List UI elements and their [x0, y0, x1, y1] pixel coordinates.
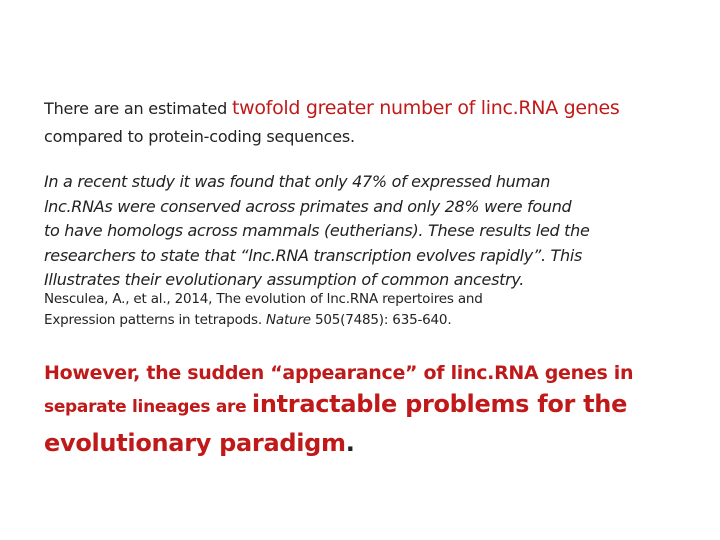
citation-journal: Nature [266, 311, 311, 328]
conclusion-large-text: intractable problems for the [251, 390, 628, 418]
study-line: researchers to state that “lnc.RNA transcription evolves rapidly”. This [44, 245, 583, 265]
citation-line-1: Nesculea, A., et al., 2014, The evolution of lnc.RNA repertoires and [44, 291, 483, 307]
intro-lead: There are an estimated [44, 99, 232, 118]
intro-tail: compared to protein-coding sequences. [44, 127, 355, 146]
study-line: to have homologs across mammals (eutherians). These results led the [44, 221, 590, 240]
study-line: lnc.RNAs were conserved across primates and only 28% were found [44, 196, 572, 216]
conclusion-line-1: However, the sudden “appearance” of linc.RNA genes in [44, 362, 634, 384]
intro-highlight: twofold greater number of linc.RNA genes [231, 97, 620, 119]
conclusion-period: . [345, 429, 355, 457]
conclusion-final-text: evolutionary paradigm [44, 429, 346, 457]
study-line: In a recent study it was found that only 47% of expressed human [44, 172, 551, 191]
intro-paragraph [44, 94, 684, 151]
study-line: Illustrates their evolutionary assumption of common ancestry. [44, 270, 525, 289]
conclusion-paragraph [44, 360, 684, 461]
study-paragraph [44, 170, 684, 293]
citation-volume: 505(7485): 635-640. [310, 311, 452, 328]
conclusion-line-2 [44, 386, 684, 425]
conclusion-small-text: separate lineages are [44, 397, 252, 417]
citation-line-2: Expression patterns in tetrapods. [44, 311, 267, 328]
citation [44, 289, 684, 330]
conclusion-line-3 [44, 425, 684, 461]
